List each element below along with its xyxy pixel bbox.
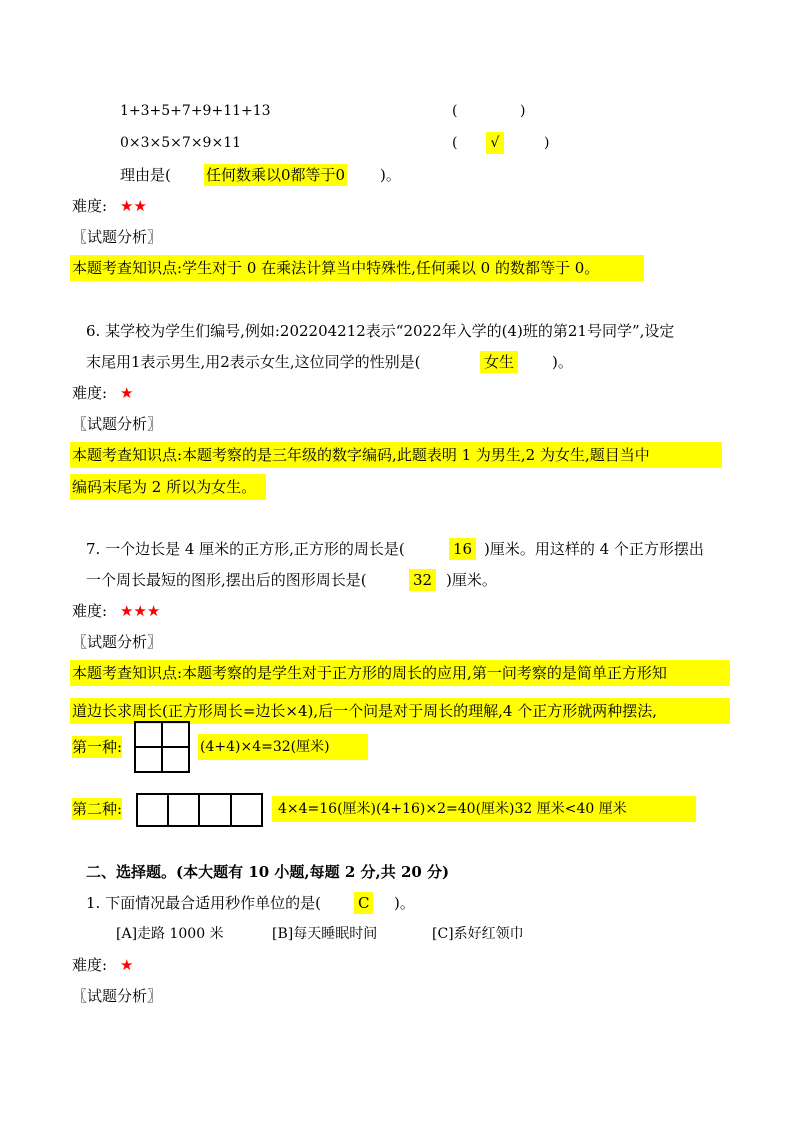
row-divider-2	[198, 795, 200, 825]
s2-q1-answer: C	[354, 892, 373, 914]
q5-analysis-title: 〖试题分析〗	[72, 228, 163, 246]
q5-analysis-text: 本题考查知识点:学生对于 0 在乘法计算当中特殊性,任何乘以 0 的数都等于 0。	[72, 259, 600, 277]
section2-title: 二、选择题。(本大题有 10 小题,每题 2 分,共 20 分)	[86, 863, 450, 881]
q7-analysis-title: 〖试题分析〗	[72, 633, 163, 651]
s2-q1-option-b: [B]每天睡眠时间	[272, 926, 378, 942]
q6-analysis-title: 〖试题分析〗	[72, 415, 163, 433]
q5-reason-prefix: 理由是(	[120, 166, 171, 184]
q5-paren-open-1: (	[452, 103, 458, 119]
row-divider-1	[167, 795, 169, 825]
square-row-1x4	[136, 793, 263, 827]
q5-expression-2: 0×3×5×7×9×11	[120, 135, 242, 151]
q5-expression-1: 1+3+5+7+9+11+13	[120, 103, 271, 119]
s2-q1-analysis-title: 〖试题分析〗	[72, 987, 163, 1005]
q5-paren-close-1: )	[520, 103, 526, 119]
grid-divider-horizontal	[136, 746, 188, 748]
square-grid-2x2	[134, 721, 190, 773]
s2-q1-difficulty-label: 难度:	[72, 956, 108, 974]
q5-paren-open-2: (	[452, 135, 458, 151]
s2-q1-stem-prefix: 1. 下面情况最合适用秒作单位的是(	[86, 894, 321, 912]
q7-difficulty-stars: ★★★	[120, 602, 161, 620]
q6-stem-line2-prefix: 末尾用1表示男生,用2表示女生,这位同学的性别是(	[86, 353, 421, 371]
q7-answer-2: 32	[409, 569, 436, 591]
q7-answer-1: 16	[449, 538, 476, 560]
q6-difficulty-label: 难度:	[72, 384, 108, 402]
q7-analysis-line2: 道边长求周长(正方形周长=边长×4),后一个问是对于周长的理解,4 个正方形就两种摆法,	[72, 702, 658, 720]
q5-paren-close-2: )	[544, 135, 550, 151]
q5-reason-suffix: )。	[380, 166, 401, 184]
s2-q1-option-c: [C]系好红领巾	[432, 926, 524, 942]
q7-stem-line2-prefix: 一个周长最短的图形,摆出后的图形周长是(	[86, 571, 367, 589]
q6-analysis-line2: 编码末尾为 2 所以为女生。	[72, 478, 257, 496]
s2-q1-difficulty-stars: ★	[120, 956, 134, 974]
q5-difficulty-stars: ★★	[120, 197, 147, 215]
q6-difficulty-stars: ★	[120, 384, 134, 402]
q6-analysis-line1: 本题考查知识点:本题考察的是三年级的数字编码,此题表明 1 为男生,2 为女生,题目当中	[72, 446, 650, 464]
s2-q1-option-a: [A]走路 1000 米	[116, 926, 224, 942]
q6-stem-line2-suffix: )。	[552, 353, 573, 371]
q7-method1-label: 第一种:	[72, 738, 123, 756]
q6-stem-line1: 6. 某学校为学生们编号,例如:202204212表示“2022年入学的(4)班的第21号同学”,设定	[86, 322, 675, 340]
q7-analysis-line1: 本题考查知识点:本题考察的是学生对于正方形的周长的应用,第一问考察的是简单正方形知	[72, 664, 667, 682]
q7-method2-formula: 4×4=16(厘米)(4+16)×2=40(厘米)32 厘米<40 厘米	[278, 801, 627, 817]
q5-difficulty-label: 难度:	[72, 197, 108, 215]
q5-answer-check: √	[486, 132, 504, 154]
q7-stem-line1-prefix: 7. 一个边长是 4 厘米的正方形,正方形的周长是(	[86, 540, 405, 558]
q7-stem-line2-suffix: )厘米。	[446, 571, 497, 589]
row-divider-3	[230, 795, 232, 825]
q7-method1-formula: (4+4)×4=32(厘米)	[200, 739, 330, 755]
q7-method2-label: 第二种:	[72, 800, 123, 818]
q6-answer: 女生	[480, 351, 518, 373]
q7-stem-line1-suffix: )厘米。用这样的 4 个正方形摆出	[484, 540, 704, 558]
q5-reason-answer: 任何数乘以0都等于0	[206, 166, 346, 184]
s2-q1-stem-suffix: )。	[394, 894, 415, 912]
q7-difficulty-label: 难度:	[72, 602, 108, 620]
